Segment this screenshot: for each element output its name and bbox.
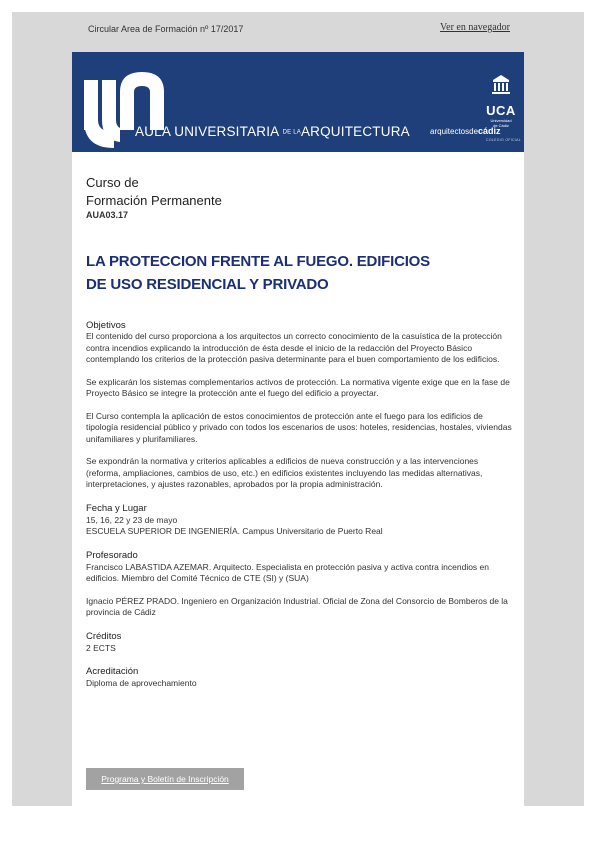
objetivos-paragraph-4: Se expondrán la normativa y criterios aplicables a edificios de nueva construcción y a las intervenciones (reforma, ampliaciones, cambios de uso, etc.) en edificios existentes incluyendo las medidas alternativas, interpretaciones, y ajustes razonables, aprobados por la propia administración.: [86, 456, 483, 489]
banner-title-small: DE LA: [282, 129, 301, 136]
fecha-section: [86, 503, 512, 538]
arquitectos-logo: [430, 126, 501, 136]
acreditacion-label: Acreditación: [86, 666, 139, 677]
objetivos-paragraph-3: El Curso contempla la aplicación de estos conocimientos de protección ante el fuego para los edificios de tipología residencial público y privado con todos los escenarios de usos: hoteles, residencias, hostales, viviendas unifamiliares y plurifamiliares.: [86, 410, 512, 444]
arq-subtitle: COLEGIO OFICIAL: [486, 138, 522, 142]
banner-title: [135, 124, 410, 139]
course-title-line-1: LA PROTECCION FRENTE AL FUEGO. EDIFICIOS: [86, 253, 430, 270]
programa-inscripcion-button[interactable]: Programa y Boletín de Inscripción: [86, 768, 244, 790]
uca-logo: [484, 74, 518, 128]
banner-title-a: AULA UNIVERSITARIA: [135, 124, 279, 139]
university-building-icon: [490, 74, 512, 96]
acreditacion-value: Diploma de aprovechamiento: [86, 678, 197, 688]
email-content: [86, 174, 512, 690]
uca-sub1: Universidad: [490, 118, 512, 123]
circular-number: Circular Area de Formación nº 17/2017: [88, 24, 244, 34]
profesorado-section: [86, 550, 512, 619]
uca-sub2: de Cádiz: [493, 123, 509, 128]
header-banner: [72, 52, 524, 152]
profesorado-label: Profesorado: [86, 549, 138, 561]
profesor-2: Ignacio PÉREZ PRADO. Ingeniero en Organización Industrial. Oficial de Zona del Consorcio de Bomberos de la provincia de Cádiz: [86, 595, 508, 617]
course-title-line-2: DE USO RESIDENCIAL Y PRIVADO: [86, 276, 329, 293]
creditos-label: Créditos: [86, 630, 122, 642]
email-card: [72, 52, 524, 806]
profesor-1: Francisco LABASTIDA AZEMAR. Arquitecto. Especialista en protección pasiva y activa contra incendios en edificios. Miembro del Comité Técnico de CTE (SI) y (SUA): [86, 561, 489, 583]
top-bar: [74, 22, 510, 38]
acreditacion-section: [86, 666, 512, 690]
objetivos-paragraph-2: Se explicarán los sistemas complementarios activos de protección. La normativa vigente exige que en la fase de Proyecto Básico se integre la protección ante el fuego del edificio a proyectar.: [86, 376, 510, 398]
banner-title-b: ARQUITECTURA: [300, 124, 410, 139]
objetivos-paragraph-1: El contenido del curso proporciona a los arquitectos un correcto conocimiento de la casuística de la protección contra incendios explicando la introducción de ésta desde el inicio de la redacción del Proyecto Básico contemplando los criterios de la protección pasiva determinante para el buen comportamiento de los edificios.: [86, 331, 502, 364]
course-title: [86, 250, 512, 296]
course-kicker-1: Curso de: [86, 175, 139, 190]
course-kicker-2: Formación Permanente: [86, 193, 222, 208]
fecha-dates: 15, 16, 22 y 23 de mayo: [86, 514, 178, 525]
objetivos-label: Objetivos: [86, 320, 126, 331]
uca-text: UCA: [486, 103, 516, 118]
view-in-browser-link[interactable]: Ver en navegador: [440, 22, 510, 33]
fecha-place: ESCUELA SUPERIOR DE INGENIERÍA. Campus Universitario de Puerto Real: [86, 526, 383, 536]
fecha-label: Fecha y Lugar: [86, 502, 147, 514]
creditos-value: 2 ECTS: [86, 642, 116, 653]
course-code: AUA03.17: [86, 210, 129, 220]
arq-text-b: cádiz: [478, 126, 501, 136]
arq-text-a: arquitectosde: [430, 127, 479, 136]
creditos-section: [86, 631, 512, 655]
